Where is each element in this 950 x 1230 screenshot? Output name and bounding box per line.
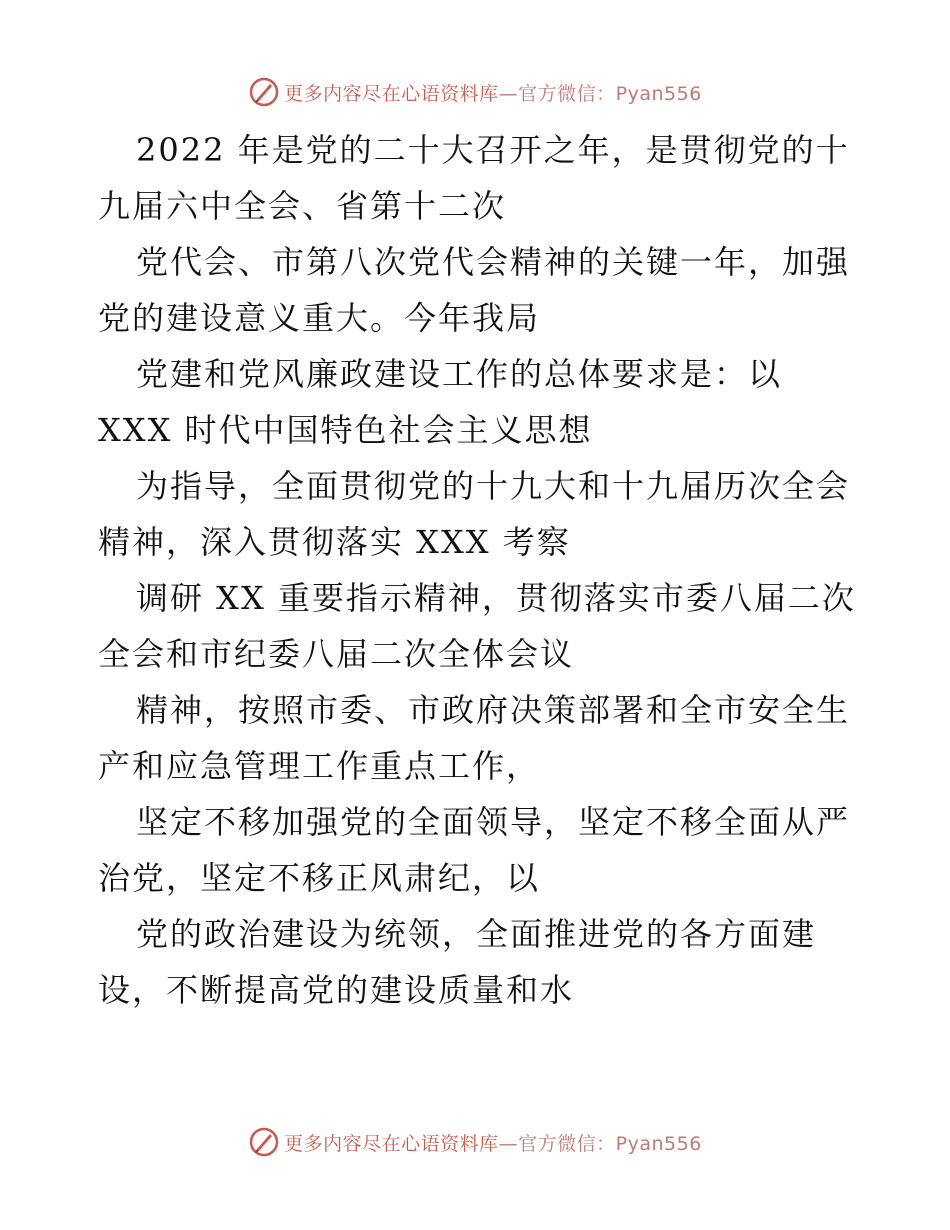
header-watermark-text: 更多内容尽在心语资料库—官方微信：Pyan556 [284,82,702,105]
paragraph: 党的政治建设为统领，全面推进党的各方面建设，不断提高党的建设质量和水 [98,915,817,1009]
footer-watermark-banner [0,1122,950,1162]
paragraph: 坚定不移加强党的全面领导，坚定不移全面从严治党，坚定不移正风肃纪，以 [98,803,851,897]
paragraph: 党建和党风廉政建设工作的总体要求是：以 XXX 时代中国特色社会主义思想 [98,355,783,449]
footer-watermark-text: 更多内容尽在心语资料库—官方微信：Pyan556 [284,1132,702,1155]
header-watermark-banner [0,72,950,112]
quill-logo-icon [248,1126,280,1158]
paragraph: 调研 XX 重要指示精神，贯彻落实市委八届二次全会和市纪委八届二次全体会议 [98,579,856,673]
paragraph: 精神，按照市委、市政府决策部署和全市安全生产和应急管理工作重点工作， [98,691,851,785]
document-body [98,122,858,1018]
paragraph: 为指导，全面贯彻党的十九大和十九届历次全会精神，深入贯彻落实 XXX 考察 [98,467,851,561]
paragraph: 党代会、市第八次党代会精神的关键一年，加强党的建设意义重大。今年我局 [98,243,851,337]
paragraph: 2022 年是党的二十大召开之年，是贯彻党的十九届六中全会、省第十二次 [98,131,850,225]
quill-logo-icon [248,76,280,108]
